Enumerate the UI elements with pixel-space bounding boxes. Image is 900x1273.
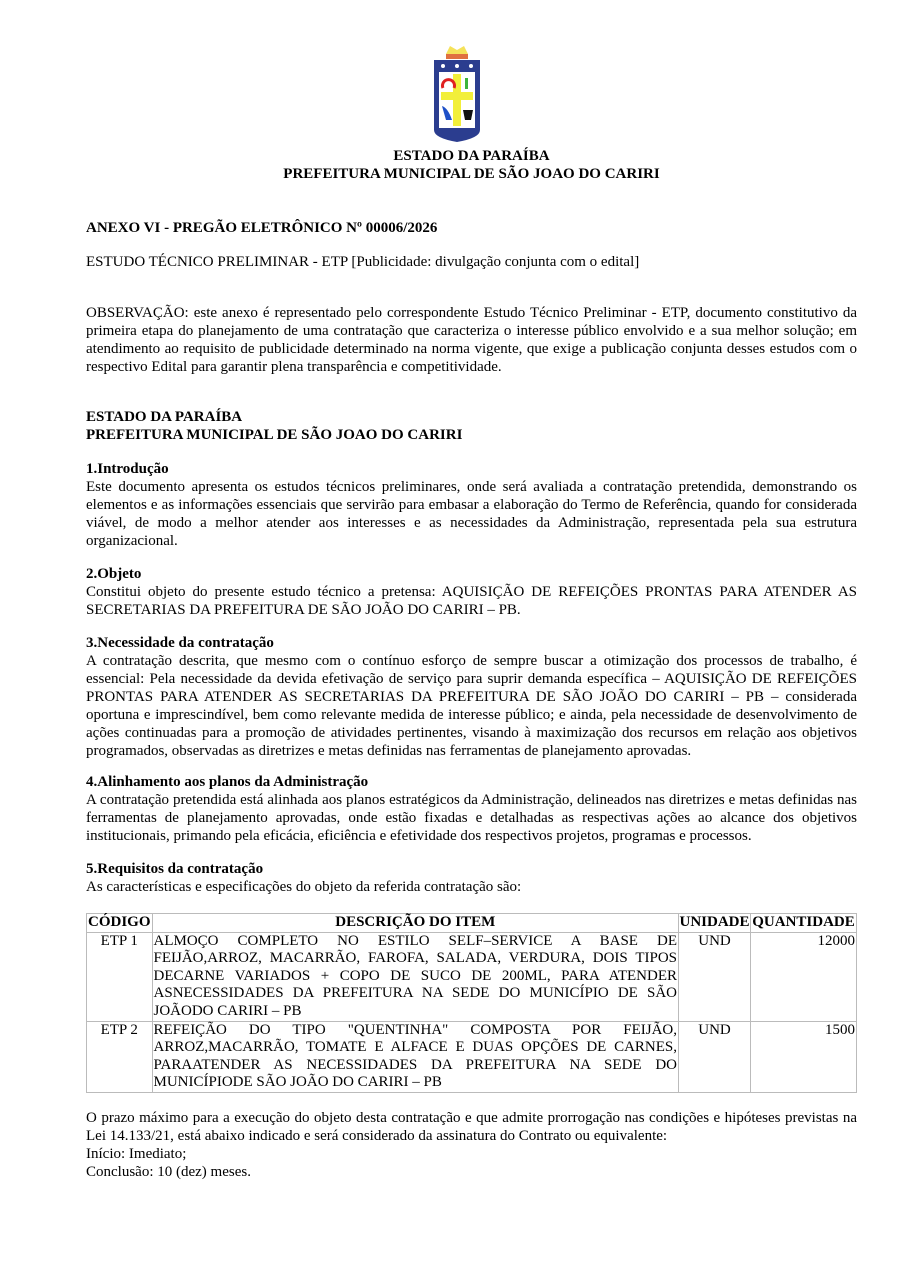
section-objeto — [86, 565, 857, 619]
section-text: Este documento apresenta os estudos técnicos preliminares, onde será avaliada a contratação pretendida, demonstrando os elementos e as informações essenciais que servirão para embasar a elaboração do Termo de Referência, quando for considerada viável, de modo a melhor atender aos interesses e as necessidades da Administração, representada pela sua estrutura organizacional. — [86, 479, 857, 549]
table-row — [87, 1021, 857, 1092]
section-text: As características e especificações do objeto da referida contratação são: — [86, 879, 522, 895]
items-table-wrapper — [86, 913, 857, 1093]
item-description: ALMOÇO COMPLETO NO ESTILO SELF–SERVICE A BASE DE FEIJÃO,ARROZ, MACARRÃO, FAROFA, SALADA, VERDURA, DOIS TIPOS DECARNE VARIADOS + COPO DE SUCO DE 200ML, PARA ATENDER ASNECESSIDADES DA PREFEITURA NA SEDE DO MUNICÍPIO DE SÃO JOÃODO CARIRI – PB — [152, 932, 679, 1021]
header-quantidade: QUANTIDADE — [751, 914, 857, 933]
document-header — [86, 147, 857, 183]
header2-city: PREFEITURA MUNICIPAL DE SÃO JOAO DO CARIRI — [86, 427, 463, 443]
deadline-end: Conclusão: 10 (dez) meses. — [86, 1164, 251, 1180]
section-requisitos — [86, 860, 857, 896]
document-subtitle: ESTUDO TÉCNICO PRELIMINAR - ETP [Publicidade: divulgação conjunta com o edital] — [86, 254, 640, 270]
section-title: 5.Requisitos da contratação — [86, 861, 264, 877]
deadline-section — [86, 1109, 857, 1181]
item-quantity: 12000 — [751, 932, 857, 1021]
section-necessidade — [86, 634, 857, 760]
header2-state: ESTADO DA PARAÍBA — [86, 409, 243, 425]
section-title: 4.Alinhamento aos planos da Administração — [86, 774, 369, 790]
observation-paragraph: OBSERVAÇÃO: este anexo é representado pelo correspondente Estudo Técnico Preliminar - ETP, documento constitutivo da primeira etapa do planejamento de uma contratação que caracteriza o interesse público envolvido e a sua melhor solução; em atendimento ao requisito de publicidade determinado na norma vigente, que exige a publicação conjunta desses estudos com o respectivo Edital para garantir plena transparência e competitividade. — [86, 305, 857, 375]
annex-title: ANEXO VI - PREGÃO ELETRÔNICO Nº 00006/2026 — [86, 220, 438, 236]
deadline-start: Início: Imediato; — [86, 1146, 187, 1162]
section-title: 1.Introdução — [86, 461, 169, 477]
section-introducao — [86, 460, 857, 550]
header-city: PREFEITURA MUNICIPAL DE SÃO JOAO DO CARIRI — [283, 166, 660, 182]
item-description: REFEIÇÃO DO TIPO "QUENTINHA" COMPOSTA POR FEIJÃO, ARROZ,MACARRÃO, TOMATE E ALFACE E DUAS OPÇÕES DE CARNES, PARAATENDER AS NECESSIDADES DA PREFEITURA NA SEDE DO MUNICÍPIODE SÃO JOÃO DO CARIRI – PB — [152, 1021, 679, 1092]
item-quantity: 1500 — [751, 1021, 857, 1092]
header-unidade: UNIDADE — [679, 914, 751, 933]
table-row — [87, 932, 857, 1021]
deadline-text: O prazo máximo para a execução do objeto desta contratação e que admite prorrogação nas condições e hipóteses previstas na Lei 14.133/21, está abaixo indicado e será considerado da assinatura do Contrato ou equivalente: — [86, 1110, 857, 1144]
municipal-coat-of-arms-logo — [432, 44, 482, 144]
section-text: Constitui objeto do presente estudo técnico a pretensa: AQUISIÇÃO DE REFEIÇÕES PRONTAS PARA ATENDER AS SECRETARIAS DA PREFEITURA DE SÃO JOÃO DO CARIRI – PB. — [86, 584, 857, 618]
item-unit: UND — [679, 932, 751, 1021]
header-codigo: CÓDIGO — [87, 914, 153, 933]
header-descricao: DESCRIÇÃO DO ITEM — [152, 914, 679, 933]
items-table — [86, 913, 857, 1093]
item-code: ETP 1 — [87, 932, 153, 1021]
section-text: A contratação descrita, que mesmo com o contínuo esforço de sempre buscar a otimização dos processos de trabalho, é essencial: Pela necessidade da devida efetivação de serviço para suprir demanda específica – AQUISIÇÃO DE REFEIÇÕES PRONTAS PARA ATENDER AS SECRETARIAS DA PREFEITURA DE SÃO JOÃO DO CARIRI – PB – considerada oportuna e imprescindível, bem como relevante medida de interesse público; e ainda, pela necessidade de desenvolvimento de ações continuadas para a promoção de atividades pertinentes, visando à maximização dos recursos em relação aos objetivos programados, observadas as diretrizes e metas definidas nas ferramentas de planejamento aprovadas. — [86, 653, 857, 759]
header-state: ESTADO DA PARAÍBA — [393, 148, 550, 164]
section-alinhamento — [86, 773, 857, 845]
item-code: ETP 2 — [87, 1021, 153, 1092]
section-title: 3.Necessidade da contratação — [86, 635, 274, 651]
item-unit: UND — [679, 1021, 751, 1092]
section-text: A contratação pretendida está alinhada aos planos estratégicos da Administração, delineados nas diretrizes e metas definidas nas ferramentas de planejamento aprovadas, onde estão fixadas e detalhadas as respectivas ações ao alcance dos objetivos institucionais, primando pela eficácia, eficiência e efetividade dos respectivos projetos, programas e processos. — [86, 792, 857, 844]
table-header-row — [87, 914, 857, 933]
section-header — [86, 408, 857, 444]
section-title: 2.Objeto — [86, 566, 142, 582]
